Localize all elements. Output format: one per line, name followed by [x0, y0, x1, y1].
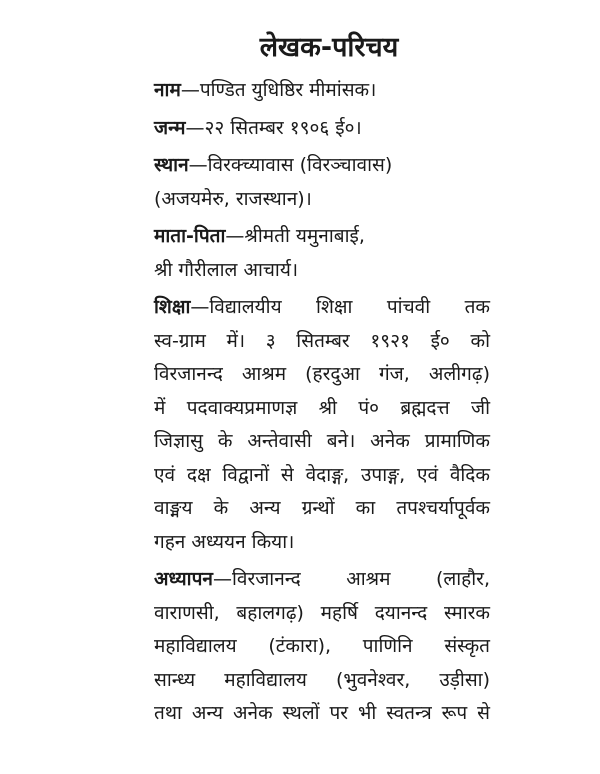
education-line-2: स्व-ग्राम में। ३ सितम्बर १९२१ ई० को: [154, 329, 490, 352]
place-label: स्थान: [154, 154, 189, 176]
parents-text: —श्रीमती यमुनाबाई,: [225, 225, 365, 247]
education-label: शिक्षा: [154, 296, 191, 318]
page-title: लेखक-परिचय: [259, 32, 399, 63]
teaching-line-5: तथा अन्य अनेक स्थलों पर भी स्वतन्त्र रूप से: [154, 702, 490, 724]
name-text: —पण्डित युधिष्ठिर मीमांसक।: [180, 79, 377, 101]
birth-text: —२२ सितम्बर १९०६ ई०।: [185, 116, 362, 139]
place-text: —विरक्च्यावास (विरञ्चावास): [188, 154, 393, 176]
teaching-text: —विरजानन्द आश्रम (लाहौर,: [212, 568, 490, 590]
place-line-2: (अजयमेरु, राजस्थान)।: [154, 187, 312, 210]
education-line-7: वाङ्मय के अन्य ग्रन्थों का तपश्चर्यापूर्वक: [154, 497, 490, 519]
teaching-line-3: महाविद्यालय (टंकारा), पाणिनि संस्कृत: [154, 635, 490, 657]
education-line-6: एवं दक्ष विद्वानों से वेदाङ्ग, उपाङ्ग, एवं वैदिक: [154, 463, 490, 486]
education-line-5: जिज्ञासु के अन्तेवासी बने। अनेक प्रामाणिक: [154, 430, 490, 452]
teaching-line-4: सान्ध्य महाविद्यालय (भुवनेश्वर, उड़ीसा): [154, 668, 490, 691]
parents-line-2: श्री गौरीलाल आचार्य।: [154, 258, 299, 281]
author-introduction-page: [154, 28, 490, 731]
education-line-3: विरजानन्द आश्रम (हरदुआ गंज, अलीगढ़): [154, 363, 490, 385]
birth-line: [154, 112, 490, 146]
teaching-label: अध्यापन: [154, 568, 213, 590]
name-line: [154, 74, 490, 108]
education-line-4: में पदवाक्यप्रमाणज्ञ श्री पं० ब्रह्मदत्त जी: [154, 396, 490, 419]
education-text: —विद्यालयीय शिक्षा पांचवी तक: [190, 296, 490, 318]
education-line-8: गहन अध्ययन किया।: [154, 530, 295, 553]
place-line: [154, 149, 490, 183]
parents-label: माता-पिता: [154, 225, 226, 247]
name-label: नाम: [154, 79, 181, 101]
birth-label: जन्म: [154, 116, 186, 139]
parents-line: [154, 220, 490, 254]
teaching-line-2: वाराणसी, बहालगढ़) महर्षि दयानन्द स्मारक: [154, 601, 490, 624]
teaching-line: [154, 563, 490, 597]
education-line: [154, 291, 490, 325]
